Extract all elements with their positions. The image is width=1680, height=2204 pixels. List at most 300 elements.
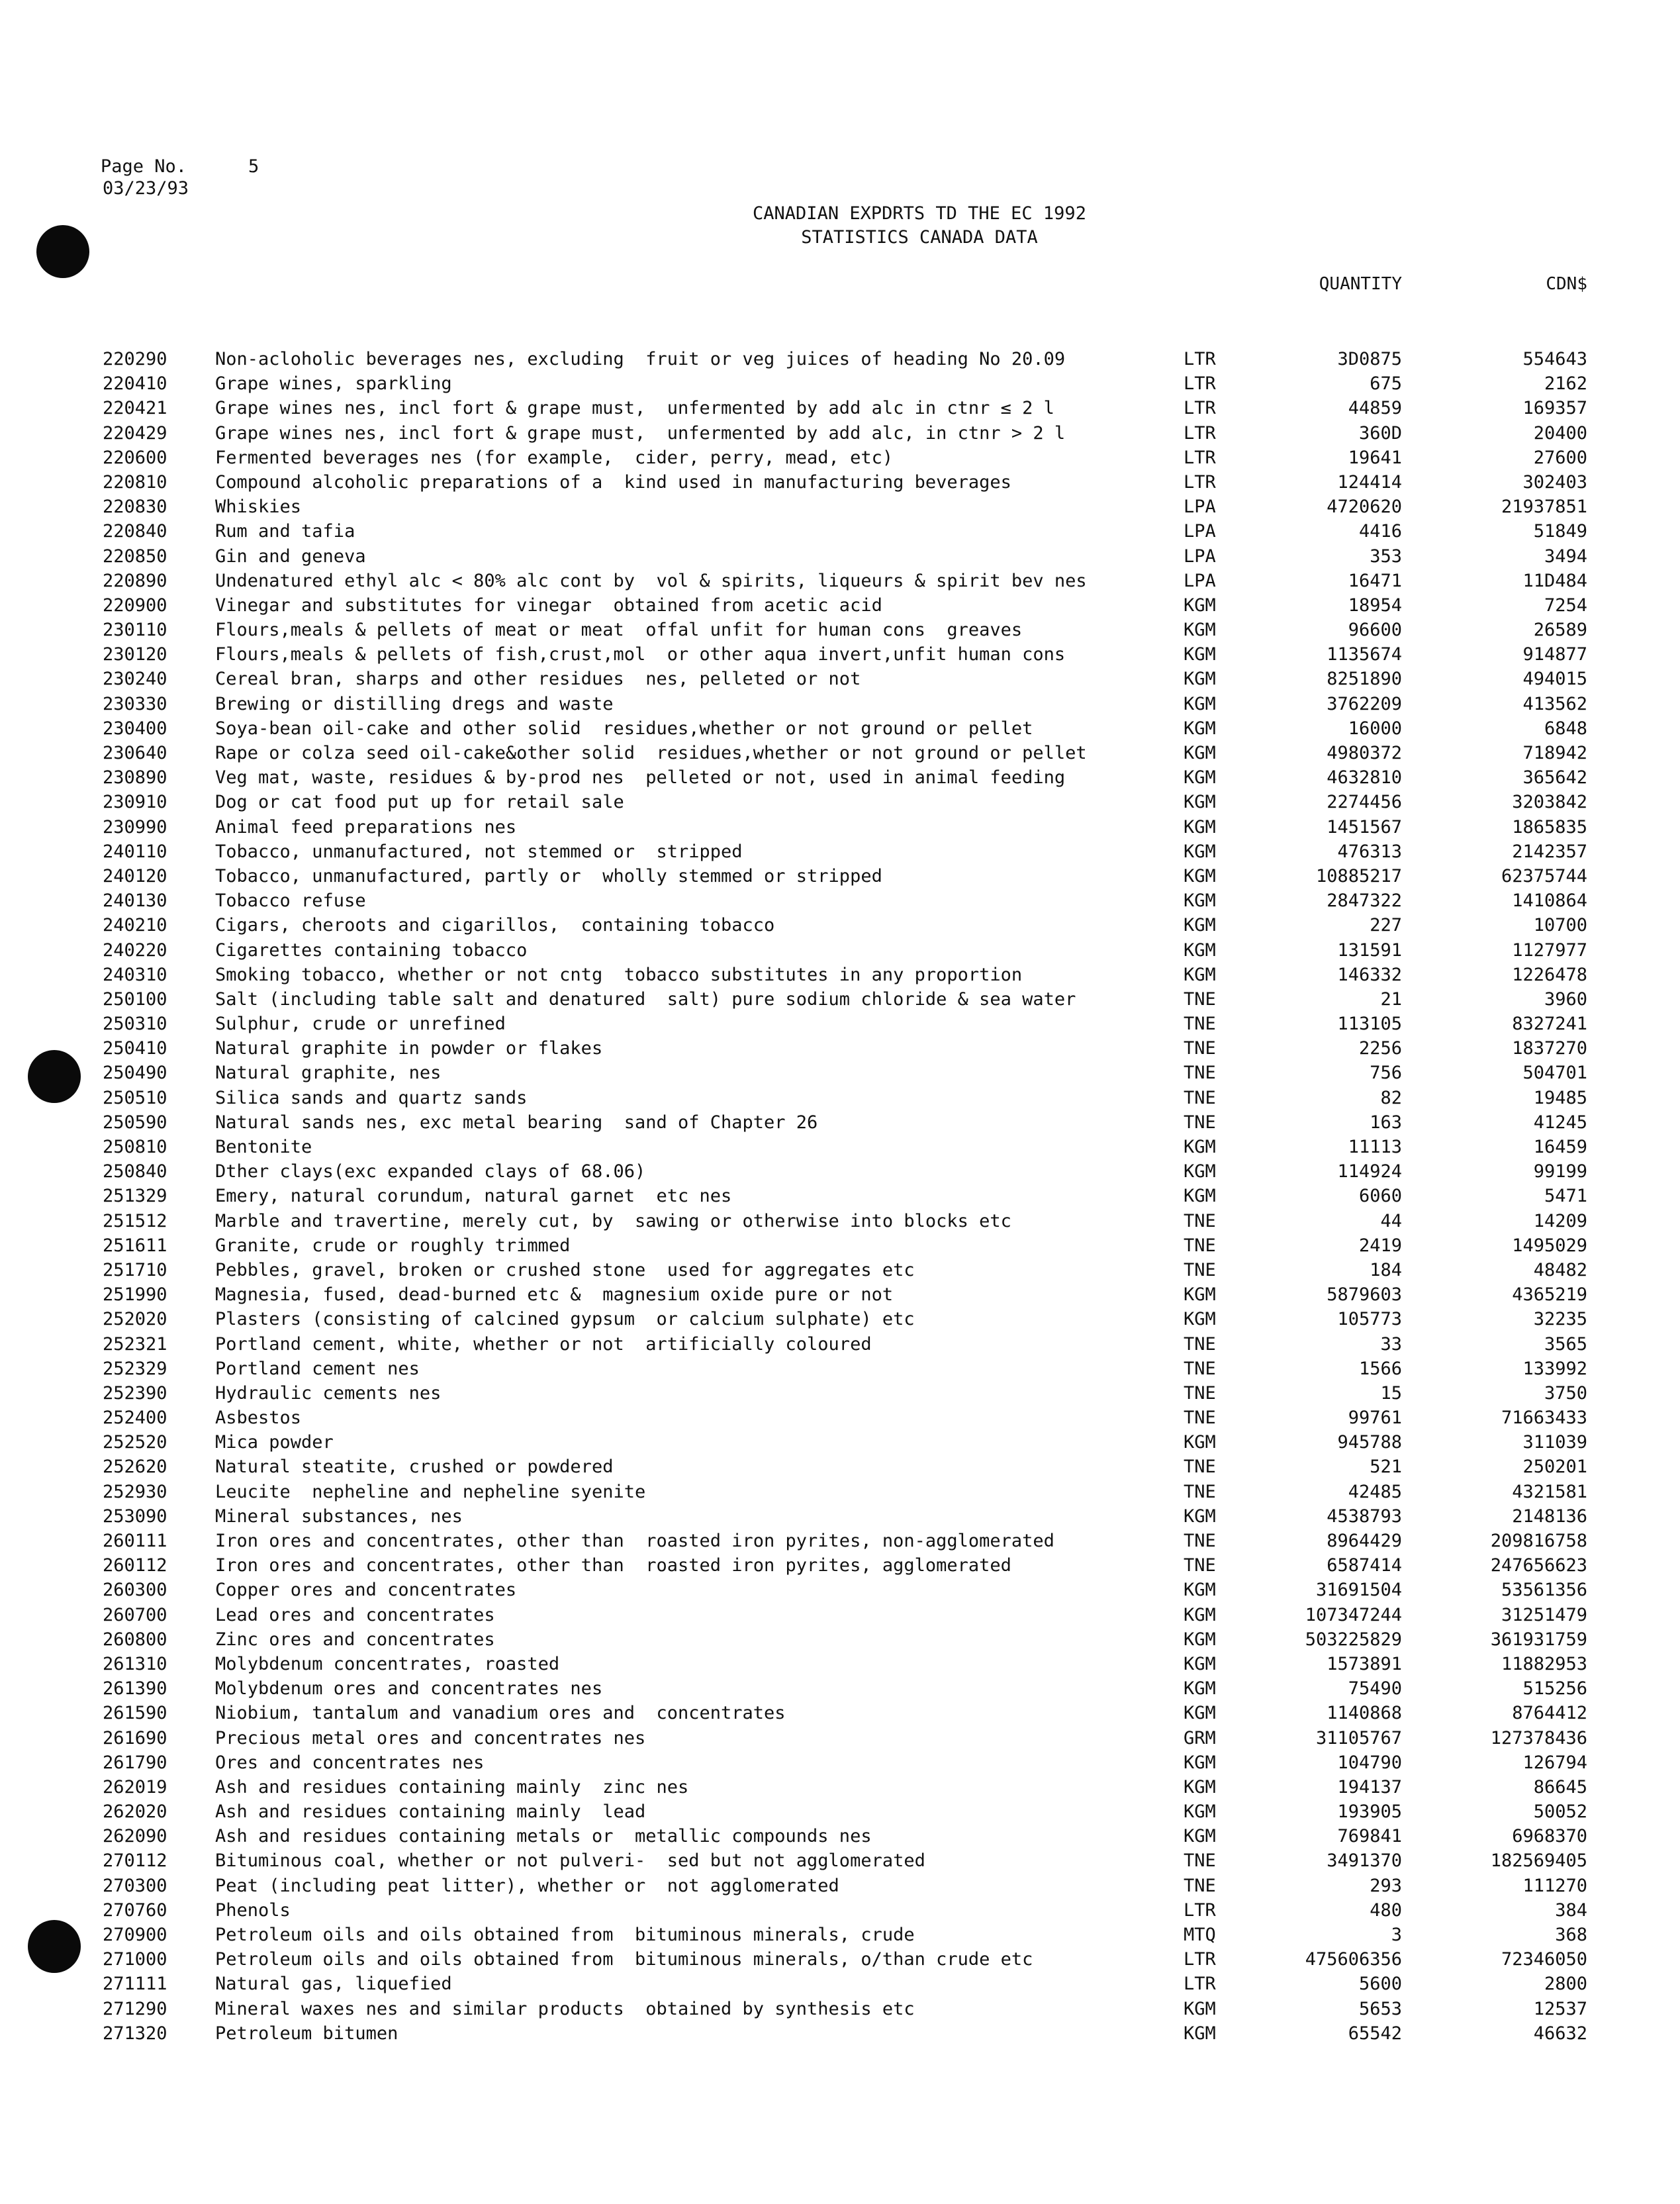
- cdn-value: 504701: [1522, 1063, 1587, 1084]
- commodity-code: 262090: [103, 1826, 167, 1847]
- quantity-value: 945788: [1337, 1432, 1402, 1453]
- cdn-value: 10700: [1533, 915, 1587, 936]
- cdn-value: 111270: [1522, 1875, 1587, 1896]
- quantity-value: 18954: [1348, 595, 1402, 616]
- quantity-value: 521: [1370, 1457, 1402, 1478]
- commodity-code: 251710: [103, 1259, 167, 1280]
- unit-of-measure: KGM: [1184, 1801, 1216, 1823]
- table-row: [0, 1135, 1680, 1159]
- unit-of-measure: KGM: [1184, 693, 1216, 714]
- table-row: [0, 1036, 1680, 1061]
- commodity-description: Mineral waxes nes and similar products obtained by synthesis etc: [215, 1998, 915, 2019]
- table-row: [0, 1972, 1680, 1996]
- cdn-value: 554643: [1522, 349, 1587, 369]
- quantity-value: 11113: [1348, 1137, 1402, 1157]
- commodity-description: Zinc ores and concentrates: [215, 1629, 495, 1650]
- table-row: [0, 1775, 1680, 1799]
- unit-of-measure: LPA: [1184, 570, 1216, 591]
- table-row: [0, 1110, 1680, 1135]
- commodity-code: 250100: [103, 988, 167, 1010]
- table-row: [0, 1799, 1680, 1824]
- unit-of-measure: KGM: [1184, 1186, 1216, 1207]
- cdn-value: 4365219: [1512, 1284, 1587, 1306]
- commodity-code: 230890: [103, 767, 167, 789]
- commodity-description: Natural graphite, nes: [215, 1063, 442, 1084]
- quantity-value: 475606356: [1305, 1949, 1402, 1970]
- table-row: [0, 519, 1680, 544]
- commodity-code: 252930: [103, 1481, 167, 1502]
- report-title: CANADIAN EXPDRTS TD THE EC 1992: [753, 203, 1086, 224]
- quantity-value: 16000: [1348, 718, 1402, 739]
- commodity-description: Non-acloholic beverages nes, excluding fruit or veg juices of heading No 20.09: [215, 349, 1066, 369]
- table-row: [0, 963, 1680, 987]
- quantity-value: 1140868: [1327, 1703, 1402, 1724]
- quantity-value: 146332: [1337, 964, 1402, 985]
- commodity-code: 271000: [103, 1949, 167, 1970]
- commodity-description: Mica powder: [215, 1432, 334, 1453]
- commodity-code: 260111: [103, 1531, 167, 1551]
- cdn-value: 368: [1555, 1925, 1587, 1945]
- table-row: [0, 1997, 1680, 2021]
- commodity-description: Tobacco refuse: [215, 890, 366, 912]
- table-row: [0, 888, 1680, 913]
- unit-of-measure: KGM: [1184, 669, 1216, 690]
- commodity-description: Leucite nepheline and nepheline syenite: [215, 1481, 646, 1502]
- table-row: [0, 741, 1680, 765]
- cdn-value: 127378436: [1490, 1727, 1587, 1749]
- unit-of-measure: KGM: [1184, 1580, 1216, 1601]
- cdn-value: 27600: [1533, 447, 1587, 468]
- cdn-value: 1837270: [1512, 1038, 1587, 1059]
- quantity-value: 31105767: [1315, 1727, 1402, 1749]
- unit-of-measure: TNE: [1184, 1210, 1216, 1231]
- commodity-description: Grape wines, sparkling: [215, 373, 452, 395]
- cdn-value: 62375744: [1501, 865, 1587, 886]
- table-row: [0, 1282, 1680, 1307]
- unit-of-measure: TNE: [1184, 1531, 1216, 1551]
- unit-of-measure: TNE: [1184, 1875, 1216, 1896]
- unit-of-measure: MTQ: [1184, 1925, 1216, 1945]
- unit-of-measure: KGM: [1184, 718, 1216, 739]
- commodity-code: 230120: [103, 644, 167, 665]
- commodity-code: 250490: [103, 1063, 167, 1084]
- table-row: [0, 2021, 1680, 2046]
- quantity-value: 675: [1370, 373, 1402, 395]
- unit-of-measure: KGM: [1184, 1161, 1216, 1182]
- commodity-code: 250510: [103, 1087, 167, 1108]
- commodity-description: Pebbles, gravel, broken or crushed stone used for aggregates etc: [215, 1259, 915, 1280]
- commodity-description: Animal feed preparations nes: [215, 816, 517, 838]
- cdn-value: 53561356: [1501, 1580, 1587, 1601]
- commodity-code: 252329: [103, 1358, 167, 1379]
- table-row: [0, 1381, 1680, 1406]
- quantity-value: 124414: [1337, 471, 1402, 493]
- commodity-description: Grape wines nes, incl fort & grape must, unfermented by add alc in ctnr ≤ 2 l: [215, 398, 1054, 419]
- cdn-value: 247656623: [1490, 1555, 1587, 1576]
- commodity-code: 230330: [103, 693, 167, 714]
- commodity-description: Bentonite: [215, 1137, 312, 1157]
- commodity-code: 240120: [103, 865, 167, 886]
- unit-of-measure: TNE: [1184, 1259, 1216, 1280]
- commodity-code: 250410: [103, 1038, 167, 1059]
- cdn-value: 914877: [1522, 644, 1587, 665]
- cdn-value: 7254: [1544, 595, 1587, 616]
- unit-of-measure: TNE: [1184, 1358, 1216, 1379]
- unit-of-measure: TNE: [1184, 1408, 1216, 1429]
- unit-of-measure: LTR: [1184, 1949, 1216, 1970]
- cdn-value: 8327241: [1512, 1014, 1587, 1035]
- commodity-description: Veg mat, waste, residues & by-prod nes pelleted or not, used in animal feeding: [215, 767, 1066, 789]
- commodity-description: Natural graphite in powder or flakes: [215, 1038, 603, 1059]
- unit-of-measure: LPA: [1184, 497, 1216, 518]
- table-row: [0, 1701, 1680, 1725]
- quantity-value: 105773: [1337, 1309, 1402, 1330]
- cdn-value: 21937851: [1501, 497, 1587, 518]
- column-header-quantity: QUANTITY: [1319, 274, 1402, 294]
- quantity-value: 4416: [1358, 521, 1402, 542]
- table-row: [0, 593, 1680, 618]
- commodity-description: Compound alcoholic preparations of a kind used in manufacturing beverages: [215, 471, 1011, 493]
- cdn-value: 6848: [1544, 718, 1587, 739]
- cdn-value: 11D484: [1522, 570, 1587, 591]
- commodity-code: 220429: [103, 422, 167, 444]
- commodity-description: Brewing or distilling dregs and waste: [215, 693, 614, 714]
- commodity-code: 230400: [103, 718, 167, 739]
- table-row: [0, 1898, 1680, 1923]
- table-row: [0, 1430, 1680, 1455]
- quantity-value: 184: [1370, 1259, 1402, 1280]
- quantity-value: 6587414: [1327, 1555, 1402, 1576]
- cdn-value: 1127977: [1512, 939, 1587, 961]
- cdn-value: 182569405: [1490, 1850, 1587, 1872]
- quantity-value: 19641: [1348, 447, 1402, 468]
- unit-of-measure: TNE: [1184, 1112, 1216, 1133]
- commodity-description: Lead ores and concentrates: [215, 1604, 495, 1625]
- quantity-value: 4538793: [1327, 1506, 1402, 1527]
- cdn-value: 72346050: [1501, 1949, 1587, 1970]
- commodity-code: 260700: [103, 1604, 167, 1625]
- cdn-value: 384: [1555, 1899, 1587, 1921]
- quantity-value: 5653: [1358, 1998, 1402, 2019]
- unit-of-measure: LTR: [1184, 373, 1216, 395]
- commodity-description: Plasters (consisting of calcined gypsum or calcium sulphate) etc: [215, 1309, 915, 1330]
- cdn-value: 1495029: [1512, 1235, 1587, 1256]
- commodity-description: Rum and tafia: [215, 521, 355, 542]
- table-row: [0, 446, 1680, 470]
- cdn-value: 718942: [1522, 743, 1587, 763]
- unit-of-measure: LTR: [1184, 447, 1216, 468]
- commodity-code: 262019: [103, 1776, 167, 1797]
- commodity-code: 252390: [103, 1382, 167, 1404]
- quantity-value: 65542: [1348, 2023, 1402, 2044]
- commodity-code: 252520: [103, 1432, 167, 1453]
- quantity-value: 1451567: [1327, 816, 1402, 838]
- commodity-description: Ash and residues containing metals or metallic compounds nes: [215, 1826, 872, 1847]
- commodity-description: Flours,meals & pellets of meat or meat offal unfit for human cons greaves: [215, 620, 1023, 641]
- table-row: [0, 347, 1680, 371]
- commodity-code: 220421: [103, 398, 167, 419]
- commodity-code: 252321: [103, 1333, 167, 1355]
- quantity-value: 114924: [1337, 1161, 1402, 1182]
- cdn-value: 3203842: [1512, 792, 1587, 813]
- commodity-description: Natural sands nes, exc metal bearing sand of Chapter 26: [215, 1112, 818, 1133]
- quantity-value: 1566: [1358, 1358, 1402, 1379]
- cdn-value: 3750: [1544, 1382, 1587, 1404]
- quantity-value: 96600: [1348, 620, 1402, 641]
- commodity-code: 270900: [103, 1925, 167, 1945]
- cdn-value: 302403: [1522, 471, 1587, 493]
- quantity-value: 99761: [1348, 1408, 1402, 1429]
- table-row: [0, 1307, 1680, 1331]
- commodity-description: Petroleum oils and oils obtained from bituminous minerals, crude: [215, 1925, 915, 1945]
- commodity-code: 271290: [103, 1998, 167, 2019]
- cdn-value: 6968370: [1512, 1826, 1587, 1847]
- cdn-value: 1410864: [1512, 890, 1587, 912]
- unit-of-measure: LTR: [1184, 349, 1216, 369]
- commodity-description: Natural gas, liquefied: [215, 1974, 452, 1995]
- commodity-description: Cereal bran, sharps and other residues nes, pelleted or not: [215, 669, 861, 690]
- commodity-code: 252400: [103, 1408, 167, 1429]
- quantity-value: 480: [1370, 1899, 1402, 1921]
- unit-of-measure: KGM: [1184, 1826, 1216, 1847]
- unit-of-measure: KGM: [1184, 816, 1216, 838]
- quantity-value: 769841: [1337, 1826, 1402, 1847]
- unit-of-measure: LPA: [1184, 546, 1216, 567]
- commodity-description: Marble and travertine, merely cut, by sawing or otherwise into blocks etc: [215, 1210, 1011, 1231]
- unit-of-measure: KGM: [1184, 767, 1216, 789]
- commodity-description: Ash and residues containing mainly lead: [215, 1801, 646, 1823]
- commodity-description: Asbestos: [215, 1408, 302, 1429]
- quantity-value: 104790: [1337, 1752, 1402, 1773]
- cdn-value: 1865835: [1512, 816, 1587, 838]
- unit-of-measure: GRM: [1184, 1727, 1216, 1749]
- commodity-description: Ash and residues containing mainly zinc nes: [215, 1776, 689, 1797]
- unit-of-measure: TNE: [1184, 1382, 1216, 1404]
- commodity-description: Fermented beverages nes (for example, cider, perry, mead, etc): [215, 447, 894, 468]
- table-row: [0, 667, 1680, 691]
- commodity-code: 251611: [103, 1235, 167, 1256]
- commodity-description: Ores and concentrates nes: [215, 1752, 485, 1773]
- quantity-value: 756: [1370, 1063, 1402, 1084]
- quantity-value: 44: [1380, 1210, 1402, 1231]
- table-row: [0, 642, 1680, 667]
- quantity-value: 42485: [1348, 1481, 1402, 1502]
- commodity-code: 261790: [103, 1752, 167, 1773]
- cdn-value: 50052: [1533, 1801, 1587, 1823]
- table-row: [0, 1824, 1680, 1848]
- quantity-value: 3: [1391, 1925, 1402, 1945]
- commodity-code: 220840: [103, 521, 167, 542]
- table-row: [0, 1652, 1680, 1676]
- unit-of-measure: KGM: [1184, 1309, 1216, 1330]
- unit-of-measure: KGM: [1184, 620, 1216, 641]
- unit-of-measure: KGM: [1184, 1653, 1216, 1674]
- cdn-value: 126794: [1522, 1752, 1587, 1773]
- commodity-code: 271320: [103, 2023, 167, 2044]
- unit-of-measure: KGM: [1184, 915, 1216, 936]
- quantity-value: 194137: [1337, 1776, 1402, 1797]
- unit-of-measure: TNE: [1184, 1555, 1216, 1576]
- cdn-value: 11882953: [1501, 1653, 1587, 1674]
- commodity-code: 261310: [103, 1653, 167, 1674]
- commodity-description: Tobacco, unmanufactured, not stemmed or stripped: [215, 841, 743, 862]
- commodity-code: 220600: [103, 447, 167, 468]
- commodity-code: 270300: [103, 1875, 167, 1896]
- quantity-value: 15: [1380, 1382, 1402, 1404]
- page-number-label: Page No.: [101, 156, 187, 177]
- cdn-value: 2142357: [1512, 841, 1587, 862]
- unit-of-measure: TNE: [1184, 1457, 1216, 1478]
- commodity-description: Tobacco, unmanufactured, partly or wholly stemmed or stripped: [215, 865, 882, 886]
- table-row: [0, 1332, 1680, 1357]
- cdn-value: 46632: [1533, 2023, 1587, 2044]
- table-row: [0, 1676, 1680, 1701]
- quantity-value: 21: [1380, 988, 1402, 1010]
- cdn-value: 26589: [1533, 620, 1587, 641]
- commodity-description: Petroleum oils and oils obtained from bituminous minerals, o/than crude etc: [215, 1949, 1033, 1970]
- quantity-value: 8964429: [1327, 1531, 1402, 1551]
- table-row: [0, 1455, 1680, 1479]
- unit-of-measure: KGM: [1184, 1137, 1216, 1157]
- table-row: [0, 1233, 1680, 1258]
- commodity-description: Bituminous coal, whether or not pulveri- sed but not agglomerated: [215, 1850, 925, 1872]
- column-header-cdn: CDN$: [1546, 274, 1587, 294]
- export-table: [0, 347, 1680, 2046]
- table-row: [0, 544, 1680, 569]
- commodity-code: 250590: [103, 1112, 167, 1133]
- commodity-description: Cigarettes containing tobacco: [215, 939, 528, 961]
- cdn-value: 5471: [1544, 1186, 1587, 1207]
- unit-of-measure: KGM: [1184, 792, 1216, 813]
- cdn-value: 4321581: [1512, 1481, 1587, 1502]
- commodity-code: 240130: [103, 890, 167, 912]
- commodity-description: Gin and geneva: [215, 546, 366, 567]
- cdn-value: 99199: [1533, 1161, 1587, 1182]
- unit-of-measure: KGM: [1184, 1432, 1216, 1453]
- unit-of-measure: KGM: [1184, 939, 1216, 961]
- quantity-value: 4980372: [1327, 743, 1402, 763]
- quantity-value: 82: [1380, 1087, 1402, 1108]
- commodity-description: Iron ores and concentrates, other than roasted iron pyrites, agglomerated: [215, 1555, 1011, 1576]
- cdn-value: 169357: [1522, 398, 1587, 419]
- table-row: [0, 1258, 1680, 1282]
- commodity-code: 260800: [103, 1629, 167, 1650]
- cdn-value: 41245: [1533, 1112, 1587, 1133]
- commodity-code: 220850: [103, 546, 167, 567]
- table-row: [0, 470, 1680, 495]
- quantity-value: 293: [1370, 1875, 1402, 1896]
- cdn-value: 311039: [1522, 1432, 1587, 1453]
- quantity-value: 503225829: [1305, 1629, 1402, 1650]
- cdn-value: 71663433: [1501, 1408, 1587, 1429]
- unit-of-measure: TNE: [1184, 1063, 1216, 1084]
- cdn-value: 31251479: [1501, 1604, 1587, 1625]
- table-row: [0, 864, 1680, 888]
- commodity-description: Dog or cat food put up for retail sale: [215, 792, 624, 813]
- cdn-value: 86645: [1533, 1776, 1587, 1797]
- cdn-value: 2800: [1544, 1974, 1587, 1995]
- unit-of-measure: LTR: [1184, 398, 1216, 419]
- report-date: 03/23/93: [103, 178, 189, 199]
- unit-of-measure: TNE: [1184, 988, 1216, 1010]
- cdn-value: 515256: [1522, 1678, 1587, 1700]
- commodity-description: Soya-bean oil-cake and other solid residues,whether or not ground or pellet: [215, 718, 1033, 739]
- unit-of-measure: TNE: [1184, 1038, 1216, 1059]
- report-subtitle: STATISTICS CANADA DATA: [801, 227, 1038, 248]
- quantity-value: 360D: [1358, 422, 1402, 444]
- commodity-code: 220290: [103, 349, 167, 369]
- commodity-description: Dther clays(exc expanded clays of 68.06): [215, 1161, 646, 1182]
- table-row: [0, 987, 1680, 1012]
- commodity-code: 230640: [103, 743, 167, 763]
- cdn-value: 413562: [1522, 693, 1587, 714]
- quantity-value: 2847322: [1327, 890, 1402, 912]
- quantity-value: 163: [1370, 1112, 1402, 1133]
- cdn-value: 494015: [1522, 669, 1587, 690]
- cdn-value: 16459: [1533, 1137, 1587, 1157]
- quantity-value: 3491370: [1327, 1850, 1402, 1872]
- commodity-description: Petroleum bitumen: [215, 2023, 398, 2044]
- commodity-description: Precious metal ores and concentrates nes: [215, 1727, 646, 1749]
- commodity-description: Silica sands and quartz sands: [215, 1087, 528, 1108]
- cdn-value: 133992: [1522, 1358, 1587, 1379]
- unit-of-measure: KGM: [1184, 890, 1216, 912]
- commodity-code: 230990: [103, 816, 167, 838]
- commodity-code: 240220: [103, 939, 167, 961]
- cdn-value: 3960: [1544, 988, 1587, 1010]
- cdn-value: 51849: [1533, 521, 1587, 542]
- commodity-code: 220900: [103, 595, 167, 616]
- unit-of-measure: KGM: [1184, 841, 1216, 862]
- table-row: [0, 1627, 1680, 1652]
- quantity-value: 1573891: [1327, 1653, 1402, 1674]
- commodity-code: 252020: [103, 1309, 167, 1330]
- cdn-value: 365642: [1522, 767, 1587, 789]
- table-row: [0, 1603, 1680, 1627]
- quantity-value: 3762209: [1327, 693, 1402, 714]
- table-row: [0, 938, 1680, 963]
- cdn-value: 3565: [1544, 1333, 1587, 1355]
- table-row: [0, 1159, 1680, 1184]
- cdn-value: 1226478: [1512, 964, 1587, 985]
- cdn-value: 361931759: [1490, 1629, 1587, 1650]
- unit-of-measure: TNE: [1184, 1235, 1216, 1256]
- quantity-value: 107347244: [1305, 1604, 1402, 1625]
- page-number: 5: [248, 156, 259, 177]
- commodity-description: Granite, crude or roughly trimmed: [215, 1235, 571, 1256]
- unit-of-measure: LTR: [1184, 1899, 1216, 1921]
- quantity-value: 6060: [1358, 1186, 1402, 1207]
- commodity-description: Niobium, tantalum and vanadium ores and concentrates: [215, 1703, 786, 1724]
- cdn-value: 3494: [1544, 546, 1587, 567]
- unit-of-measure: KGM: [1184, 1604, 1216, 1625]
- commodity-description: Mineral substances, nes: [215, 1506, 463, 1527]
- commodity-code: 220890: [103, 570, 167, 591]
- commodity-code: 220810: [103, 471, 167, 493]
- table-row: [0, 1061, 1680, 1085]
- unit-of-measure: KGM: [1184, 1678, 1216, 1700]
- commodity-description: Whiskies: [215, 497, 302, 518]
- commodity-code: 270112: [103, 1850, 167, 1872]
- unit-of-measure: KGM: [1184, 2023, 1216, 2044]
- commodity-code: 260112: [103, 1555, 167, 1576]
- quantity-value: 4720620: [1327, 497, 1402, 518]
- unit-of-measure: TNE: [1184, 1850, 1216, 1872]
- table-row: [0, 1480, 1680, 1504]
- commodity-description: Magnesia, fused, dead-burned etc & magnesium oxide pure or not: [215, 1284, 894, 1306]
- unit-of-measure: LTR: [1184, 422, 1216, 444]
- unit-of-measure: KGM: [1184, 1776, 1216, 1797]
